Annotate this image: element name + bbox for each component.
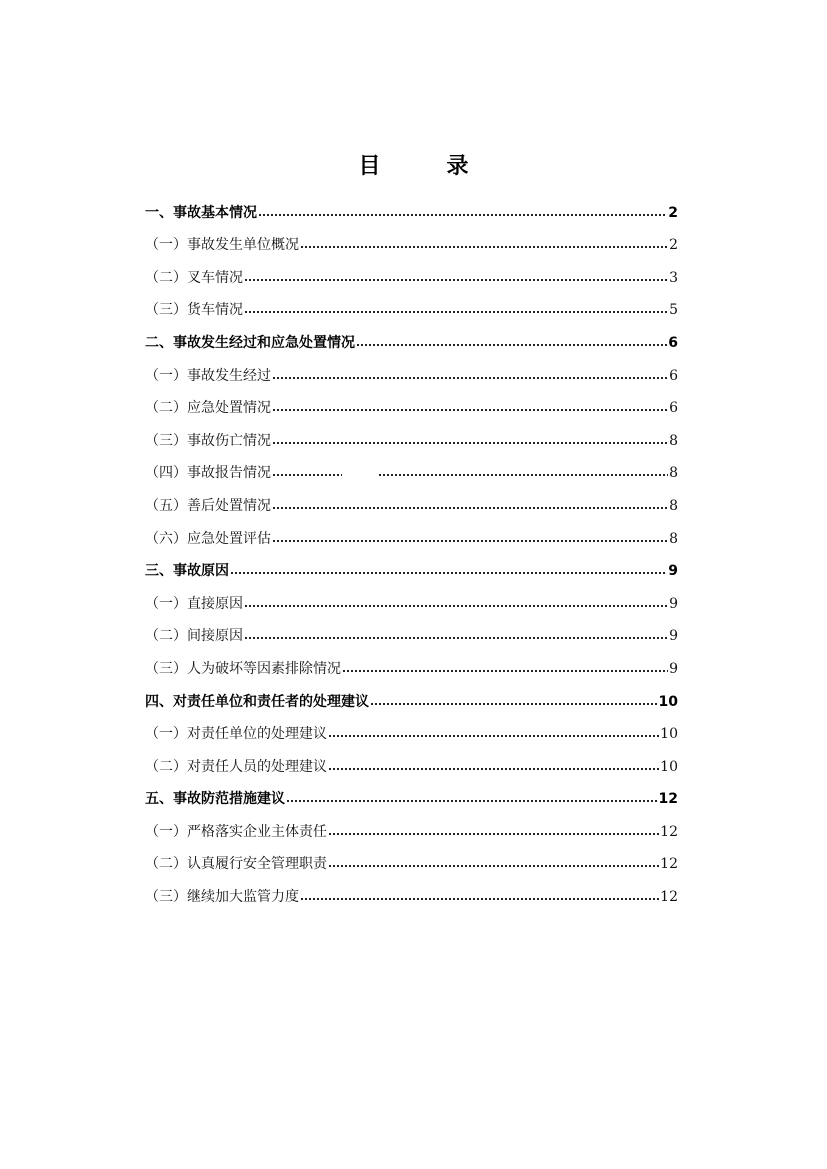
toc-entry-section[interactable] (145, 516, 678, 549)
toc-entry-section[interactable] (145, 483, 678, 516)
toc-dot-leader (244, 309, 668, 315)
toc-entry-label: （一）严格落实企业主体责任 (145, 823, 327, 840)
toc-entry-section[interactable] (145, 451, 678, 484)
toc-entry-chapter[interactable] (145, 549, 678, 582)
toc-entry-section[interactable] (145, 874, 678, 907)
toc-page-number: 6 (669, 400, 678, 417)
toc-entry-label: （三）人为破坏等因素排除情况 (145, 660, 341, 677)
toc-entry-section[interactable] (145, 288, 678, 321)
toc-page-number: 2 (668, 204, 678, 221)
toc-dot-leader (378, 472, 668, 478)
toc-dot-leader (272, 440, 668, 446)
toc-entry-section[interactable] (145, 418, 678, 451)
toc-page-number: 9 (668, 563, 678, 580)
toc-dot-leader (244, 635, 668, 641)
toc-entry-label: （一）事故发生经过 (145, 367, 271, 384)
toc-dot-leader (230, 570, 667, 576)
toc-dot-leader (300, 896, 659, 902)
toc-entry-label: 二、事故发生经过和应急处置情况 (145, 334, 355, 351)
toc-entry-label: （一）对责任单位的处理建议 (145, 726, 327, 743)
toc-dot-leader (328, 733, 659, 739)
toc-entry-chapter[interactable] (145, 320, 678, 353)
toc-entry-label: （三）事故伤亡情况 (145, 432, 271, 449)
toc-dot-leader (244, 603, 668, 609)
toc-dot-leader (356, 342, 667, 348)
toc-entry-section[interactable] (145, 353, 678, 386)
toc-dot-leader (272, 407, 668, 413)
toc-page-number: 8 (669, 530, 678, 547)
toc-page-number: 8 (669, 432, 678, 449)
toc-entry-section[interactable] (145, 744, 678, 777)
toc-dot-leader (328, 831, 659, 837)
toc-page-number: 12 (660, 823, 678, 840)
toc-entry-label: 三、事故原因 (145, 563, 229, 580)
toc-entry-section[interactable] (145, 646, 678, 679)
toc-entry-section[interactable] (145, 842, 678, 875)
toc-entry-label: （三）继续加大监管力度 (145, 889, 299, 906)
toc-page-number: 10 (660, 726, 678, 743)
toc-dot-leader (258, 212, 667, 218)
toc-entry-label: （五）善后处置情况 (145, 497, 271, 514)
toc-entry-chapter[interactable] (145, 190, 678, 223)
toc-dot-leader (272, 375, 668, 381)
toc-entry-label: （四）事故报告情况 (145, 465, 271, 482)
toc-page-number: 3 (669, 269, 678, 286)
toc-dot-leader (272, 538, 668, 544)
toc-dot-leader (370, 701, 658, 707)
toc-entry-label: （二）认真履行安全管理职责 (145, 856, 327, 873)
toc-entry-section[interactable] (145, 809, 678, 842)
toc-dot-leader (272, 472, 342, 478)
toc-list (145, 190, 678, 907)
toc-page-number: 5 (669, 302, 678, 319)
toc-entry-section[interactable] (145, 614, 678, 647)
toc-entry-label: （二）叉车情况 (145, 269, 243, 286)
toc-page-number: 9 (669, 660, 678, 677)
toc-dot-leader (300, 244, 668, 250)
toc-dot-leader (342, 668, 668, 674)
toc-dot-leader (328, 863, 659, 869)
toc-page-number: 8 (669, 465, 678, 482)
toc-page-number: 2 (669, 237, 678, 254)
toc-entry-label: （六）应急处置评估 (145, 530, 271, 547)
toc-dot-leader (272, 505, 668, 511)
toc-entry-label: （一）直接原因 (145, 595, 243, 612)
toc-entry-label: （二）应急处置情况 (145, 400, 271, 417)
toc-entry-label: 一、事故基本情况 (145, 204, 257, 221)
toc-page-number: 12 (658, 791, 678, 808)
toc-dot-leader (286, 798, 658, 804)
toc-entry-label: （一）事故发生单位概况 (145, 237, 299, 254)
toc-page-number: 6 (669, 367, 678, 384)
toc-page-number: 12 (660, 889, 678, 906)
toc-entry-label: （二）对责任人员的处理建议 (145, 758, 327, 775)
toc-entry-label: （三）货车情况 (145, 302, 243, 319)
toc-entry-chapter[interactable] (145, 777, 678, 810)
toc-dot-leader (328, 766, 659, 772)
toc-entry-section[interactable] (145, 255, 678, 288)
toc-page-number: 12 (660, 856, 678, 873)
toc-entry-section[interactable] (145, 223, 678, 256)
toc-entry-label: 五、事故防范措施建议 (145, 791, 285, 808)
toc-entry-chapter[interactable] (145, 679, 678, 712)
toc-entry-label: （二）间接原因 (145, 628, 243, 645)
toc-page-number: 6 (668, 334, 678, 351)
toc-entry-section[interactable] (145, 712, 678, 745)
toc-page-number: 10 (658, 693, 678, 710)
toc-page-number: 9 (669, 628, 678, 645)
toc-entry-section[interactable] (145, 386, 678, 419)
toc-page-number: 9 (669, 595, 678, 612)
toc-page-number: 10 (660, 758, 678, 775)
toc-entry-section[interactable] (145, 581, 678, 614)
toc-dot-leader (244, 277, 668, 283)
toc-title: 目 录 (358, 153, 491, 179)
toc-page-number: 8 (669, 497, 678, 514)
toc-entry-label: 四、对责任单位和责任者的处理建议 (145, 693, 369, 710)
